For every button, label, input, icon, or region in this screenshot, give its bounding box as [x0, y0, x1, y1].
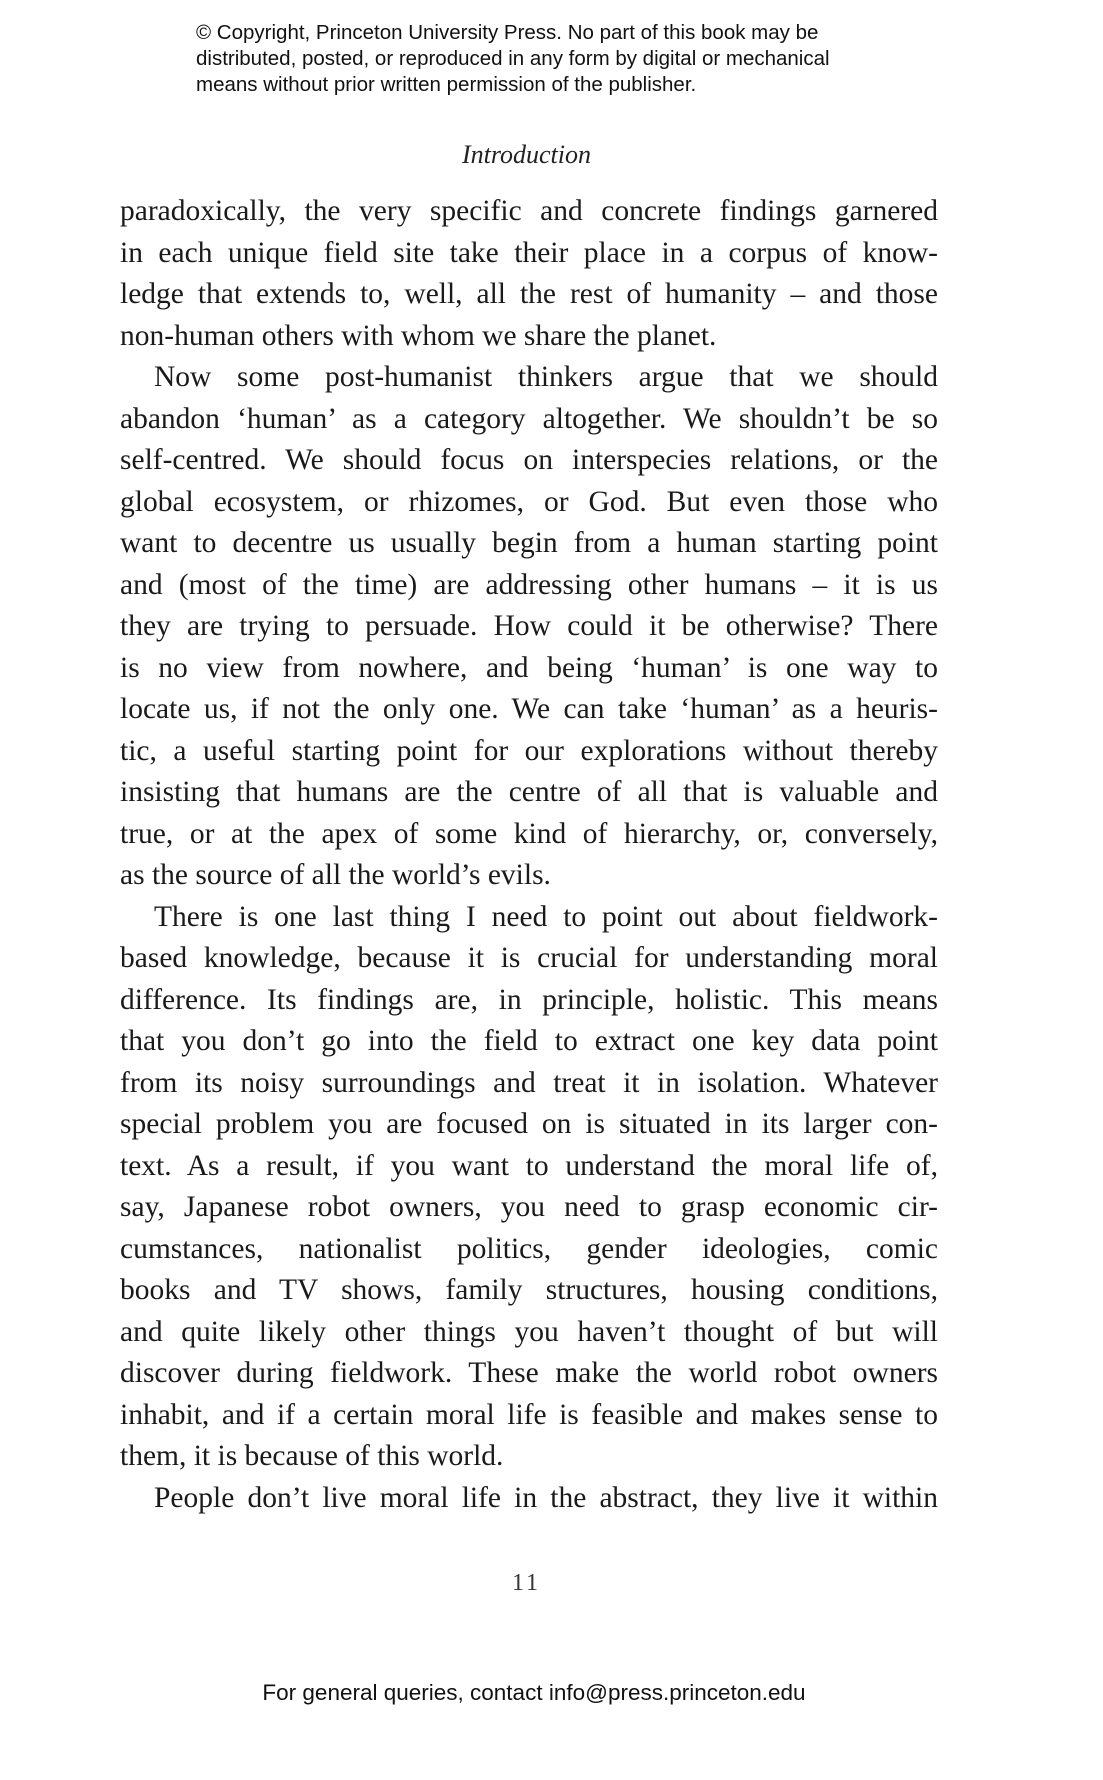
text-line: text. As a result, if you want to understand the moral life of, [120, 1149, 938, 1182]
copyright-line: distributed, posted, or reproduced in any form by digital or mechanical [196, 47, 830, 70]
text-line: them, it is because of this world. [120, 1440, 504, 1472]
text-line: say, Japanese robot owners, you need to grasp economic cir- [120, 1191, 938, 1223]
paragraph-first-line: Now some post-humanist thinkers argue that we should [154, 361, 938, 393]
text-line: insisting that humans are the centre of all that is valuable and [120, 776, 938, 808]
text-line: want to decentre us usually begin from a human starting point [120, 527, 938, 559]
page-number: 11 [511, 1570, 542, 1596]
text-line: difference. Its findings are, in principle, holistic. This means [120, 983, 938, 1016]
text-line: in each unique field site take their place in a corpus of know- [120, 236, 938, 269]
text-line: and (most of the time) are addressing other humans – it is us [120, 568, 938, 601]
text-line: paradoxically, the very specific and concrete findings garnered [120, 195, 938, 227]
running-head: Introduction [461, 140, 592, 169]
text-line: ledge that extends to, well, all the rest of humanity – and those [120, 278, 938, 310]
text-line: cumstances, nationalist politics, gender ideologies, comic [120, 1232, 938, 1265]
copyright-line: © Copyright, Princeton University Press. No part of this book may be [196, 21, 819, 44]
text-line: they are trying to persuade. How could it be otherwise? There [120, 610, 938, 642]
text-line: true, or at the apex of some kind of hierarchy, or, conversely, [120, 817, 938, 850]
text-line: from its noisy surroundings and treat it in isolation. Whatever [120, 1066, 938, 1099]
text-line: inhabit, and if a certain moral life is feasible and makes sense to [120, 1398, 938, 1431]
footer-contact: For general queries, contact info@press.princeton.edu [262, 1680, 806, 1705]
paragraph-first-line: People don’t live moral life in the abstract, they live it within [154, 1481, 938, 1514]
text-line: non-human others with whom we share the planet. [120, 319, 717, 352]
body-text [120, 191, 938, 1519]
copyright-line: means without prior written permission of the publisher. [196, 73, 697, 96]
text-line: based knowledge, because it is crucial for understanding moral [120, 942, 938, 974]
text-line: global ecosystem, or rhizomes, or God. But even those who [120, 485, 938, 518]
paragraph-first-line: There is one last thing I need to point out about fieldwork- [154, 900, 938, 933]
text-line: locate us, if not the only one. We can take ‘human’ as a heuris- [120, 693, 938, 725]
text-line: books and TV shows, family structures, housing conditions, [120, 1274, 938, 1306]
text-line: tic, a useful starting point for our explorations without thereby [120, 734, 938, 767]
text-line: abandon ‘human’ as a category altogether. We shouldn’t be so [120, 402, 938, 435]
text-line: discover during fieldwork. These make the world robot owners [120, 1357, 938, 1389]
text-line: is no view from nowhere, and being ‘human’ is one way to [120, 651, 938, 684]
text-line: that you don’t go into the field to extract one key data point [120, 1025, 938, 1057]
text-line: as the source of all the world’s evils. [120, 859, 551, 891]
text-line: self-centred. We should focus on interspecies relations, or the [120, 444, 938, 476]
copyright-notice [196, 20, 956, 98]
text-line: and quite likely other things you haven’t thought of but will [120, 1315, 938, 1348]
text-line: special problem you are focused on is situated in its larger con- [120, 1108, 938, 1140]
